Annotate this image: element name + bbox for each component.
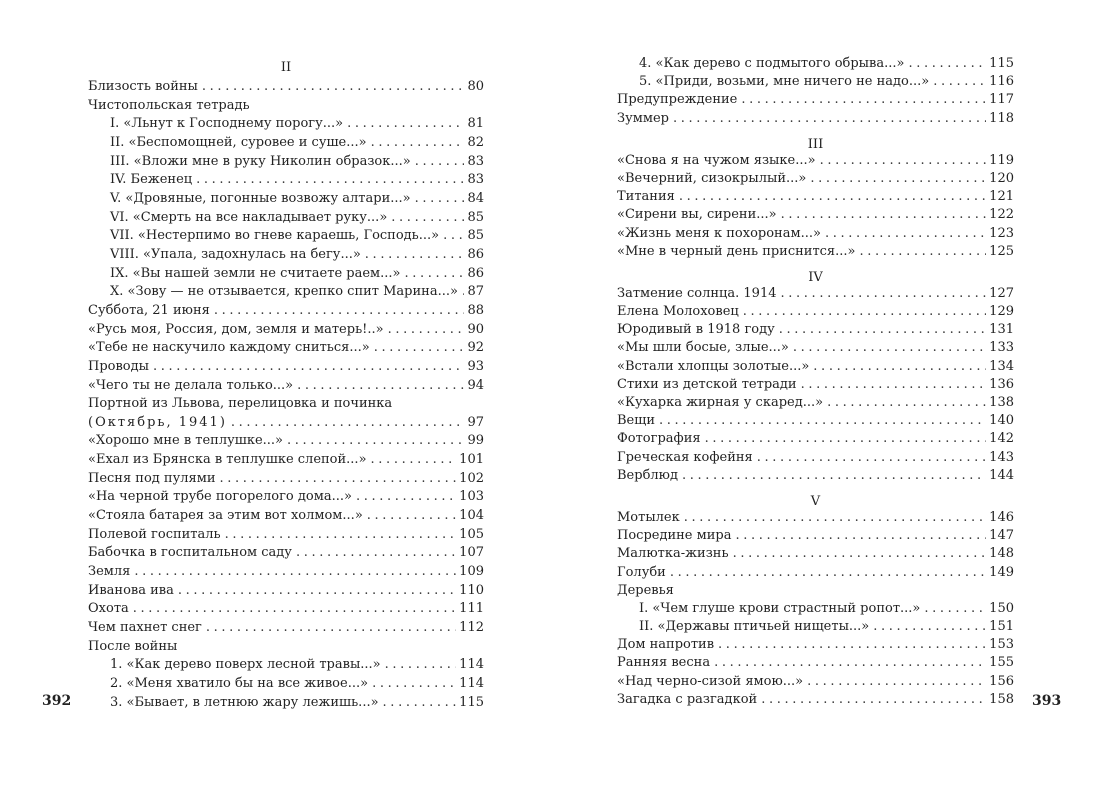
toc-entry-title: IX. «Вы нашей земли не считаете раем...»	[110, 265, 401, 281]
toc-entry-page: 116	[989, 74, 1014, 90]
toc-entry-title: «Тебе не наскучило каждому сниться...»	[88, 340, 370, 356]
toc-entry-page: 111	[459, 601, 484, 617]
toc-entry-page: 87	[467, 284, 484, 300]
toc-entry	[88, 283, 484, 302]
toc-entry-page: 151	[989, 619, 1014, 635]
dot-leader	[820, 152, 987, 170]
toc-entry-title: (Октябрь, 1941)	[88, 414, 227, 430]
toc-entry-title: «Чего ты не делала только...»	[88, 377, 294, 393]
toc-entry-page: 147	[989, 528, 1014, 544]
toc-entry-page: 146	[989, 509, 1014, 525]
dot-leader	[908, 55, 986, 73]
toc-entry	[617, 527, 1014, 545]
toc-entry-title: Полевой госпиталь	[88, 526, 221, 542]
toc-entry-title: Предупреждение	[617, 92, 738, 108]
dot-leader	[153, 358, 464, 377]
toc-entry-page: 101	[459, 452, 484, 468]
toc-entry-title: VI. «Смерть на все накладывает руку...»	[110, 209, 388, 225]
toc-entry-page: 142	[989, 431, 1014, 447]
dot-leader	[356, 488, 456, 507]
toc-entry	[88, 694, 484, 713]
toc-entry-title: «Жизнь меня к похоронам...»	[617, 225, 821, 241]
dot-leader	[391, 209, 464, 228]
toc-entry-title: Охота	[88, 601, 129, 617]
dot-leader	[231, 414, 465, 433]
toc-entry-title: «Сирени вы, сирени...»	[617, 207, 777, 223]
section-heading: II	[280, 60, 292, 75]
toc-entry	[617, 225, 1014, 243]
toc-entry	[617, 339, 1014, 357]
dot-leader	[733, 545, 987, 563]
dot-leader	[735, 527, 986, 545]
toc-entry	[88, 619, 484, 638]
toc-entry	[617, 376, 1014, 394]
toc-entry-title: Дом напротив	[617, 637, 715, 653]
toc-entry-page: 131	[989, 322, 1014, 338]
toc-entry	[617, 170, 1014, 188]
dot-leader	[462, 283, 465, 302]
toc-entry	[617, 73, 1014, 91]
toc-entry-title: Деревья	[617, 582, 674, 598]
dot-leader	[225, 526, 457, 545]
toc-entry	[88, 209, 484, 228]
dot-leader	[388, 321, 465, 340]
dot-leader	[743, 303, 986, 321]
toc-entry-page: 158	[989, 691, 1014, 707]
dot-leader	[810, 170, 986, 188]
toc-entry-page: 138	[989, 395, 1014, 410]
toc-entry-title: Юродивый в 1918 году	[617, 322, 775, 338]
toc-entry-page: 156	[989, 673, 1014, 689]
toc-entry	[88, 544, 484, 563]
toc-entry-title: Ранняя весна	[617, 655, 711, 671]
toc-entry-page: 99	[467, 433, 484, 449]
toc-entry	[617, 110, 1014, 128]
toc-entry-page: 114	[459, 657, 484, 673]
toc-entry	[617, 412, 1014, 430]
toc-entry-title: Посредине мира	[617, 528, 732, 544]
toc-entry	[88, 600, 484, 619]
dot-leader	[133, 600, 456, 619]
toc-entry-title: 4. «Как дерево с подмытого обрыва...»	[639, 56, 905, 71]
toc-entry-title: VII. «Нестерпимо во гневе караешь, Господь...»	[110, 228, 440, 244]
toc-entry	[617, 636, 1014, 654]
toc-entry-title: V. «Дровяные, погонные возвожу алтари...»	[110, 190, 411, 206]
toc-entry	[88, 507, 484, 526]
toc-entry-page: 86	[467, 246, 484, 262]
toc-entry-page: 140	[989, 413, 1014, 429]
toc-entry	[617, 152, 1014, 170]
dot-leader	[673, 110, 986, 128]
toc-entry-page: 83	[467, 172, 484, 188]
toc-entry-page: 118	[989, 110, 1014, 126]
toc-entry-page: 105	[459, 526, 484, 542]
toc-entry-title: Вещи	[617, 413, 655, 429]
dot-leader	[718, 636, 986, 654]
toc-left-page	[88, 58, 484, 712]
dot-leader	[372, 675, 456, 694]
toc-entry-page: 109	[459, 564, 484, 580]
toc-entry	[617, 618, 1014, 636]
dot-leader	[781, 285, 987, 303]
dot-leader	[924, 600, 986, 618]
toc-entry	[617, 449, 1014, 467]
toc-entry	[617, 673, 1014, 691]
toc-entry-page: 133	[989, 340, 1014, 356]
dot-leader	[220, 470, 457, 489]
toc-entry-title: II. «Державы птичьей нищеты...»	[639, 619, 870, 635]
page-number-right: 393	[1032, 693, 1062, 709]
toc-entry-page: 80	[467, 79, 484, 94]
dot-leader	[367, 507, 456, 526]
toc-entry-title: 5. «Приди, возьми, мне ничего не надо...»	[639, 74, 930, 90]
toc-entry-title: После войны	[88, 638, 178, 654]
toc-entry-title: Греческая кофейня	[617, 449, 753, 465]
toc-entry	[617, 545, 1014, 563]
toc-entry	[88, 563, 484, 582]
toc-entry-title: Загадка с разгадкой	[617, 691, 758, 707]
toc-entry	[617, 243, 1014, 261]
toc-entry-page: 94	[467, 377, 484, 393]
dot-leader	[443, 227, 464, 246]
toc-entry	[88, 656, 484, 675]
toc-entry-page: 153	[989, 637, 1014, 653]
toc-entry-title: Суббота, 21 июня	[88, 302, 210, 318]
toc-entry-title: Портной из Львова, перелицовка и починка	[88, 396, 393, 412]
toc-entry-page: 107	[459, 545, 484, 561]
dot-leader	[297, 377, 464, 396]
dot-leader	[679, 188, 986, 206]
toc-entry	[617, 691, 1014, 709]
toc-entry-page: 134	[989, 358, 1014, 374]
toc-entry-page: 82	[467, 134, 484, 150]
toc-entry	[88, 582, 484, 601]
toc-entry-page: 120	[989, 170, 1014, 186]
toc-entry-title: «Встали хлопцы золотые...»	[617, 358, 810, 374]
dot-leader	[287, 432, 464, 451]
dot-leader	[214, 302, 465, 321]
dot-leader	[705, 430, 987, 448]
toc-entry-page: 136	[989, 376, 1014, 392]
dot-leader	[383, 694, 457, 713]
toc-entry-title: Бабочка в госпитальном саду	[88, 545, 292, 561]
toc-entry-page: 103	[459, 489, 484, 505]
toc-entry-title: «Вечерний, сизокрылый...»	[617, 170, 807, 186]
dot-leader	[371, 451, 457, 470]
dot-leader	[933, 73, 986, 91]
dot-leader	[371, 134, 465, 153]
toc-entry	[88, 227, 484, 246]
dot-leader	[779, 321, 986, 339]
toc-entry-title: «На черной трубе погорелого дома...»	[88, 489, 352, 505]
toc-entry	[617, 206, 1014, 224]
toc-entry	[617, 285, 1014, 303]
dot-leader	[659, 412, 986, 430]
dot-leader	[385, 656, 457, 675]
toc-entry	[617, 321, 1014, 339]
toc-entry-title: «Русь моя, Россия, дом, земля и матерь!..»	[88, 321, 384, 337]
dot-leader	[670, 564, 986, 582]
toc-entry	[88, 470, 484, 489]
dot-leader	[873, 618, 986, 636]
toc-entry-title: Стихи из детской тетради	[617, 376, 797, 392]
toc-entry	[617, 654, 1014, 672]
toc-entry	[617, 55, 1014, 73]
toc-entry-page: 123	[989, 225, 1014, 241]
toc-entry-page: 127	[989, 285, 1014, 301]
toc-entry-title: Фотография	[617, 431, 701, 447]
section-heading: III	[807, 136, 824, 152]
toc-entry-title: Верблюд	[617, 467, 678, 483]
toc-entry-title: «Над черно-сизой ямою...»	[617, 673, 804, 689]
dot-leader	[415, 153, 465, 172]
toc-entry-page: 117	[989, 92, 1014, 108]
toc-entry-title: 1. «Как дерево поверх лесной травы...»	[110, 657, 381, 673]
toc-entry-title: «Кухарка жирная у скаред...»	[617, 395, 824, 410]
dot-leader	[296, 544, 456, 563]
dot-leader	[807, 673, 986, 691]
toc-entry-page: 119	[989, 152, 1014, 168]
toc-entry-title: Затмение солнца. 1914	[617, 285, 777, 301]
dot-leader	[202, 78, 465, 97]
dot-leader	[374, 339, 465, 358]
toc-entry-title: Проводы	[88, 358, 149, 374]
toc-entry	[617, 358, 1014, 376]
dot-leader	[825, 225, 986, 243]
toc-entry-page: 121	[989, 189, 1014, 205]
toc-entry-title: I. «Чем глуше крови страстный ропот...»	[639, 600, 921, 616]
toc-entry-title: «Стояла батарея за этим вот холмом...»	[88, 508, 363, 524]
toc-entry	[88, 339, 484, 358]
toc-entry	[617, 467, 1014, 485]
toc-entry	[617, 303, 1014, 321]
toc-entry-title: X. «Зову — не отзывается, крепко спит Марина...»	[110, 284, 458, 300]
toc-entry	[88, 171, 484, 190]
toc-entry-page: 81	[467, 116, 484, 132]
toc-entry-page: 122	[989, 207, 1014, 223]
toc-entry	[88, 115, 484, 134]
toc-entry-page: 144	[989, 467, 1014, 483]
dot-leader	[347, 115, 464, 134]
toc-entry	[88, 638, 484, 657]
toc-entry-page: 148	[989, 546, 1014, 562]
toc-entry-title: Земля	[88, 564, 131, 580]
toc-entry-title: «Хорошо мне в теплушке...»	[88, 433, 283, 449]
page-number-left: 392	[42, 693, 72, 709]
toc-entry-page: 83	[467, 153, 484, 169]
toc-entry-page: 86	[467, 265, 484, 281]
dot-leader	[793, 339, 986, 357]
toc-entry	[617, 188, 1014, 206]
dot-leader	[415, 190, 465, 209]
toc-entry-page: 125	[989, 243, 1014, 259]
toc-entry-title: I. «Льнут к Господнему порогу...»	[110, 116, 344, 132]
toc-entry-page: 93	[467, 358, 484, 374]
toc-right-page	[617, 55, 1014, 709]
dot-leader	[741, 91, 986, 109]
toc-entry	[88, 321, 484, 340]
dot-leader	[781, 206, 987, 224]
toc-entry-page: 92	[467, 340, 484, 356]
toc-entry	[88, 432, 484, 451]
dot-leader	[859, 243, 986, 261]
toc-entry-title: Елена Молоховец	[617, 304, 739, 320]
dot-leader	[178, 582, 456, 601]
toc-entry	[617, 91, 1014, 109]
toc-entry-page: 115	[459, 694, 484, 710]
toc-entry-page: 88	[467, 302, 484, 318]
toc-entry-page: 129	[989, 304, 1014, 320]
toc-entry-title: 2. «Меня хватило бы на все живое...»	[110, 676, 369, 691]
toc-entry-title: III. «Вложи мне в руку Николин образок...»	[110, 153, 411, 169]
toc-entry	[88, 488, 484, 507]
toc-entry	[88, 395, 484, 414]
toc-entry	[88, 302, 484, 321]
toc-entry-title: Мотылек	[617, 509, 680, 525]
toc-entry-page: 85	[467, 209, 484, 225]
dot-leader	[827, 394, 986, 412]
toc-entry	[88, 78, 484, 97]
toc-entry-title: 3. «Бывает, в летнюю жару лежишь...»	[110, 694, 379, 710]
toc-entry-title: Зуммер	[617, 110, 669, 126]
dot-leader	[134, 563, 456, 582]
toc-entry-title: «Мы шли босые, злые...»	[617, 340, 789, 356]
toc-entry	[88, 358, 484, 377]
dot-leader	[365, 246, 465, 265]
dot-leader	[757, 449, 986, 467]
toc-entry-title: Чем пахнет снег	[88, 620, 202, 636]
toc-entry-page: 155	[989, 655, 1014, 671]
dot-leader	[405, 265, 465, 284]
toc-entry	[617, 394, 1014, 412]
toc-entry	[88, 265, 484, 284]
toc-entry-page: 90	[467, 321, 484, 337]
toc-entry-page: 143	[989, 449, 1014, 465]
toc-entry-title: Голуби	[617, 564, 666, 580]
toc-entry	[88, 153, 484, 172]
toc-entry-title: Песня под пулями	[88, 470, 216, 486]
toc-entry-page: 149	[989, 564, 1014, 580]
toc-entry-page: 115	[989, 56, 1014, 71]
toc-entry-page: 110	[459, 582, 484, 598]
toc-entry	[88, 97, 484, 116]
dot-leader	[196, 171, 464, 190]
toc-entry-title: Титания	[617, 189, 675, 205]
toc-entry	[617, 430, 1014, 448]
section-heading: IV	[808, 269, 823, 285]
toc-entry-page: 97	[467, 414, 484, 430]
dot-leader	[684, 509, 986, 527]
dot-leader	[801, 376, 987, 394]
toc-entry-title: Малютка-жизнь	[617, 546, 729, 562]
toc-entry	[88, 134, 484, 153]
toc-entry-page: 104	[459, 508, 484, 524]
toc-entry	[617, 509, 1014, 527]
dot-leader	[761, 691, 986, 709]
toc-entry	[88, 526, 484, 545]
dot-leader	[206, 619, 456, 638]
toc-entry-title: IV. Беженец	[110, 172, 193, 188]
dot-leader	[682, 467, 986, 485]
toc-entry-title: Близость войны	[88, 79, 198, 94]
dot-leader	[813, 358, 986, 376]
toc-entry-page: 85	[467, 228, 484, 244]
toc-entry-title: VIII. «Упала, задохнулась на бегу...»	[110, 246, 361, 262]
toc-entry-title: «Снова я на чужом языке...»	[617, 152, 816, 168]
toc-entry	[617, 564, 1014, 582]
toc-entry-title: Иванова ива	[88, 582, 174, 598]
toc-entry-page: 112	[459, 620, 484, 636]
toc-entry-title: «Мне в черный день приснится...»	[617, 243, 856, 259]
toc-entry-page: 84	[467, 190, 484, 206]
dot-leader	[714, 654, 986, 672]
toc-entry-page: 114	[459, 676, 484, 691]
section-heading: V	[810, 493, 821, 509]
toc-entry	[88, 414, 484, 433]
toc-entry	[88, 675, 484, 694]
toc-entry-page: 102	[459, 470, 484, 486]
toc-entry-title: «Ехал из Брянска в теплушке слепой...»	[88, 452, 367, 468]
toc-entry	[617, 582, 1014, 600]
toc-entry-title: Чистопольская тетрадь	[88, 97, 250, 113]
toc-entry	[88, 190, 484, 209]
toc-entry	[88, 451, 484, 470]
toc-entry	[88, 377, 484, 396]
toc-entry-title: II. «Беспомощней, суровее и суше...»	[110, 134, 367, 150]
toc-entry	[88, 246, 484, 265]
toc-entry-page: 150	[989, 600, 1014, 616]
toc-entry	[617, 600, 1014, 618]
